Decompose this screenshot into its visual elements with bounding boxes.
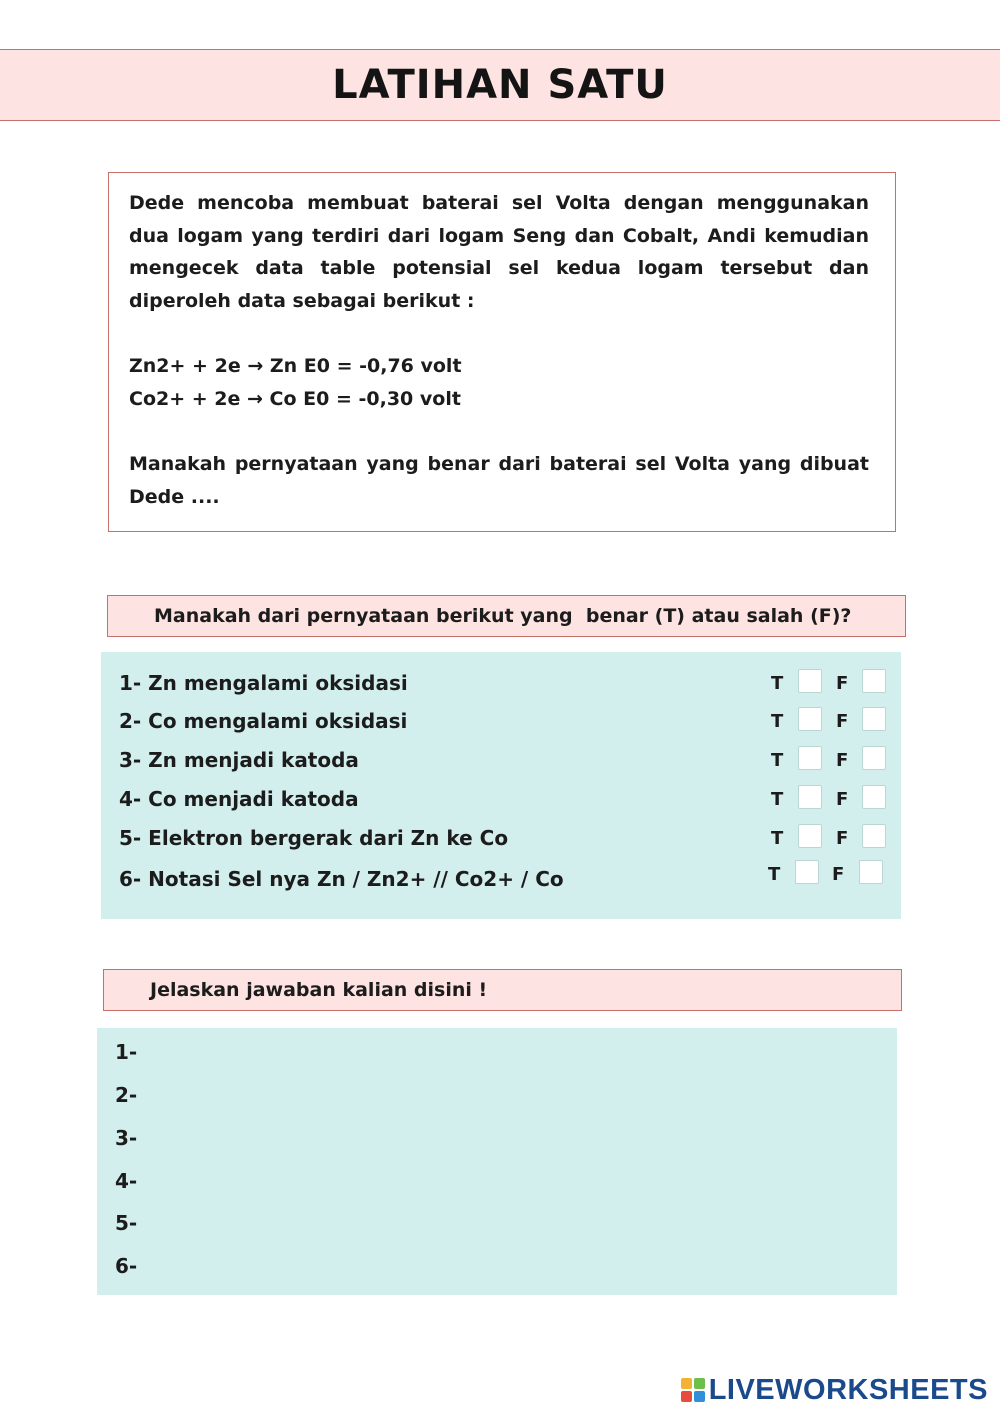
true-checkbox-1[interactable]	[798, 669, 822, 693]
logo-text: LIVEWORKSHEETS	[708, 1373, 988, 1406]
tf-header-text: Manakah dari pernyataan berikut yang benar (T) atau salah (F)?	[154, 605, 852, 627]
answer-row-4	[115, 1163, 875, 1199]
false-label: F	[832, 864, 845, 885]
answer-number-5: 5-	[115, 1211, 138, 1235]
true-checkbox-2[interactable]	[798, 707, 822, 731]
false-label: F	[836, 711, 849, 732]
answer-number-6: 6-	[115, 1254, 138, 1278]
false-checkbox-4[interactable]	[862, 785, 886, 809]
liveworksheets-logo	[681, 1374, 988, 1406]
false-checkbox-1[interactable]	[862, 669, 886, 693]
statement-6: 6- Notasi Sel nya Zn / Zn2+ // Co2+ / Co	[119, 867, 564, 891]
false-label: F	[836, 828, 849, 849]
answer-input-6[interactable]	[145, 1249, 875, 1283]
answer-input-4[interactable]	[145, 1164, 875, 1198]
answer-row-6	[115, 1248, 875, 1284]
true-false-panel	[101, 652, 901, 919]
answer-number-4: 4-	[115, 1169, 138, 1193]
logo-square	[681, 1378, 692, 1389]
false-checkbox-5[interactable]	[862, 824, 886, 848]
true-label: T	[771, 673, 784, 694]
tf-row-1	[101, 669, 901, 699]
answer-number-2: 2-	[115, 1083, 138, 1107]
logo-square	[694, 1378, 705, 1389]
false-checkbox-6[interactable]	[859, 860, 883, 884]
statement-5: 5- Elektron bergerak dari Zn ke Co	[119, 826, 509, 850]
reaction-cobalt: Co2+ + 2e → Co E0 = -0,30 volt	[129, 387, 461, 410]
question-intro: Dede mencoba membuat baterai sel Volta dengan menggunakan dua logam yang terdiri dari logam Seng dan Cobalt, Andi kemudian mengecek data table potensial sel kedua logam tersebut dan diperoleh data sebagai berikut :	[129, 192, 869, 312]
explanation-header	[103, 969, 902, 1011]
tf-row-6	[101, 860, 901, 890]
true-checkbox-5[interactable]	[798, 824, 822, 848]
answer-row-1	[115, 1034, 875, 1070]
answer-input-3[interactable]	[145, 1121, 875, 1155]
statement-1: 1- Zn mengalami oksidasi	[119, 671, 408, 695]
logo-square	[681, 1391, 692, 1402]
statement-2: 2- Co mengalami oksidasi	[119, 709, 408, 733]
tf-row-3	[101, 746, 901, 776]
page-title: LATIHAN SATU	[332, 62, 668, 108]
answer-input-1[interactable]	[145, 1035, 875, 1069]
answer-panel	[97, 1028, 897, 1295]
tf-row-5	[101, 824, 901, 854]
answer-number-3: 3-	[115, 1126, 138, 1150]
true-label: T	[771, 711, 784, 732]
true-label: T	[771, 828, 784, 849]
true-label: T	[771, 789, 784, 810]
answer-input-5[interactable]	[145, 1206, 875, 1240]
false-checkbox-2[interactable]	[862, 707, 886, 731]
false-label: F	[836, 673, 849, 694]
answer-number-1: 1-	[115, 1040, 138, 1064]
false-label: F	[836, 750, 849, 771]
tf-row-2	[101, 707, 901, 737]
question-box	[108, 172, 896, 532]
true-checkbox-6[interactable]	[795, 860, 819, 884]
tf-header	[107, 595, 906, 637]
explanation-header-text: Jelaskan jawaban kalian disini !	[150, 979, 488, 1001]
false-label: F	[836, 789, 849, 810]
logo-square	[694, 1391, 705, 1402]
question-prompt: Manakah pernyataan yang benar dari baterai sel Volta yang dibuat Dede ....	[129, 453, 869, 508]
true-checkbox-3[interactable]	[798, 746, 822, 770]
answer-input-2[interactable]	[145, 1078, 875, 1112]
true-label: T	[768, 864, 781, 885]
statement-4: 4- Co menjadi katoda	[119, 787, 359, 811]
false-checkbox-3[interactable]	[862, 746, 886, 770]
true-label: T	[771, 750, 784, 771]
answer-row-3	[115, 1120, 875, 1156]
logo-mark-icon	[681, 1378, 705, 1402]
title-band	[0, 49, 1000, 121]
reaction-zinc: Zn2+ + 2e → Zn E0 = -0,76 volt	[129, 355, 462, 377]
answer-row-2	[115, 1077, 875, 1113]
tf-row-4	[101, 785, 901, 815]
true-checkbox-4[interactable]	[798, 785, 822, 809]
answer-row-5	[115, 1205, 875, 1241]
statement-3: 3- Zn menjadi katoda	[119, 748, 359, 772]
